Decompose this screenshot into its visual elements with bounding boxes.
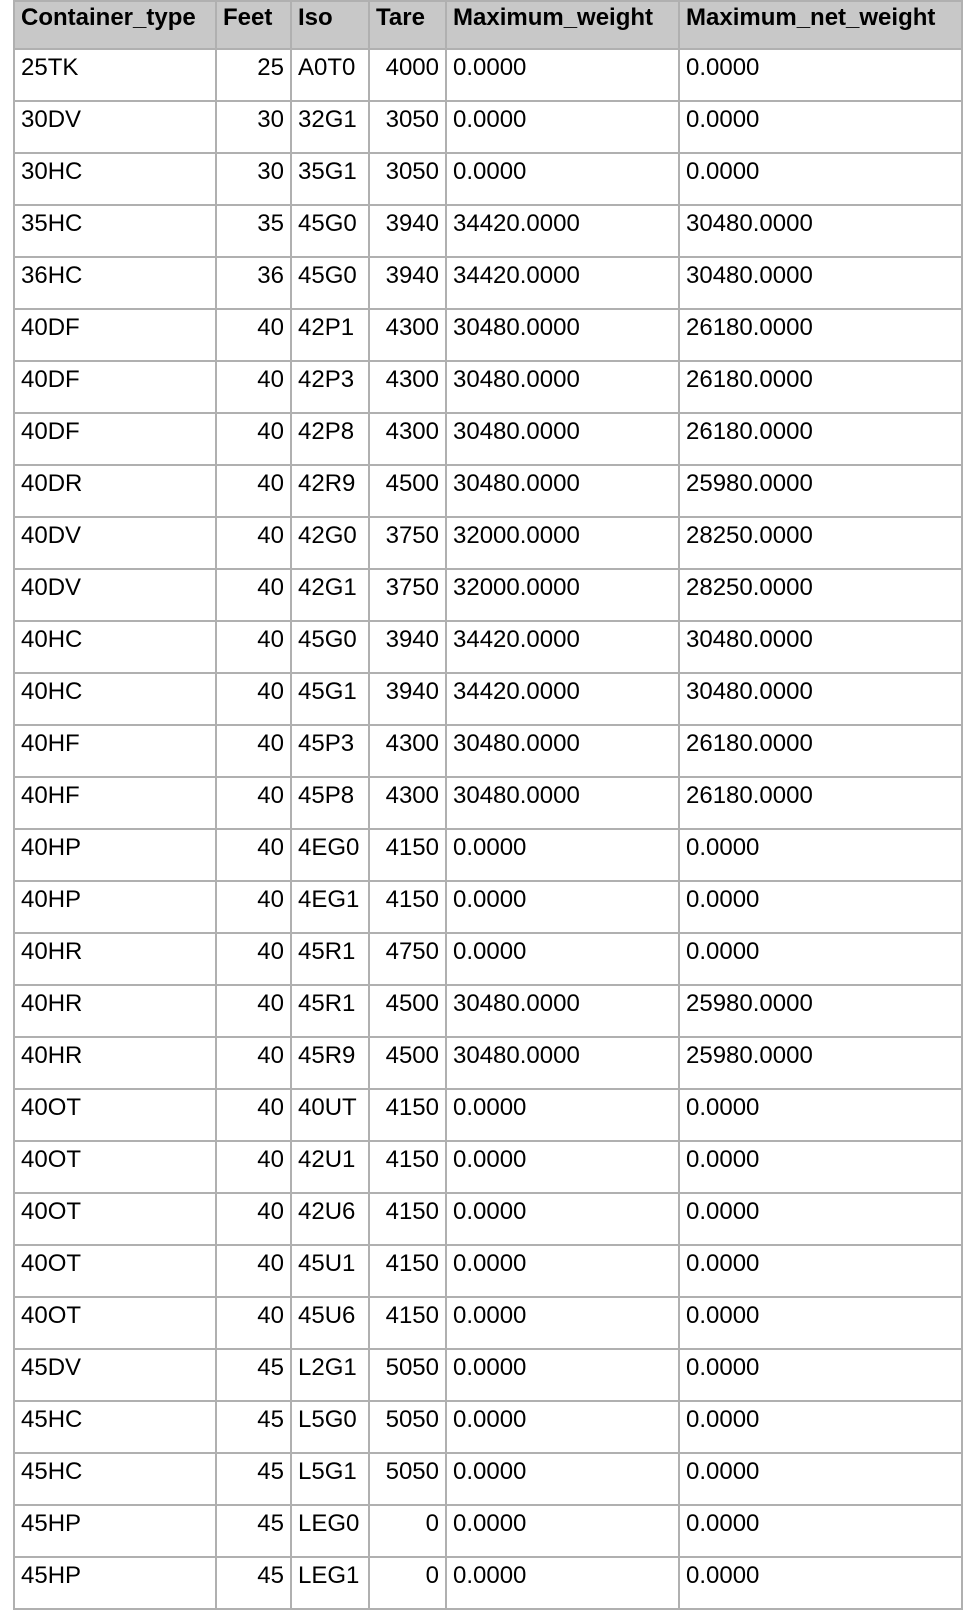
tare-cell: 4300	[369, 413, 446, 465]
feet-cell: 30	[216, 153, 291, 205]
container-type-cell: 40OT	[14, 1141, 216, 1193]
column-header-feet: Feet	[216, 1, 291, 49]
table-row	[14, 1245, 962, 1297]
table-row	[14, 1193, 962, 1245]
tare-cell: 3940	[369, 257, 446, 309]
maximum-net-weight-cell: 0.0000	[679, 829, 962, 881]
feet-cell: 40	[216, 517, 291, 569]
tare-cell: 0	[369, 1557, 446, 1609]
maximum-weight-cell: 32000.0000	[446, 517, 679, 569]
maximum-weight-cell: 0.0000	[446, 1505, 679, 1557]
maximum-weight-cell: 0.0000	[446, 1089, 679, 1141]
feet-cell: 45	[216, 1557, 291, 1609]
maximum-weight-cell: 30480.0000	[446, 413, 679, 465]
column-header-iso: Iso	[291, 1, 369, 49]
iso-cell: 42G1	[291, 569, 369, 621]
table-row	[14, 257, 962, 309]
maximum-weight-cell: 34420.0000	[446, 673, 679, 725]
tare-cell: 4300	[369, 361, 446, 413]
iso-cell: 45U6	[291, 1297, 369, 1349]
maximum-net-weight-cell: 25980.0000	[679, 985, 962, 1037]
tare-cell: 4750	[369, 933, 446, 985]
maximum-net-weight-cell: 0.0000	[679, 933, 962, 985]
iso-cell: L2G1	[291, 1349, 369, 1401]
container-type-cell: 40DR	[14, 465, 216, 517]
maximum-net-weight-cell: 0.0000	[679, 1349, 962, 1401]
table-row	[14, 205, 962, 257]
table-row	[14, 569, 962, 621]
feet-cell: 40	[216, 725, 291, 777]
feet-cell: 40	[216, 985, 291, 1037]
feet-cell: 40	[216, 1297, 291, 1349]
maximum-weight-cell: 0.0000	[446, 49, 679, 101]
table-row	[14, 933, 962, 985]
container-type-cell: 45DV	[14, 1349, 216, 1401]
iso-cell: 45G1	[291, 673, 369, 725]
container-type-cell: 40DF	[14, 309, 216, 361]
maximum-net-weight-cell: 0.0000	[679, 1089, 962, 1141]
iso-cell: 35G1	[291, 153, 369, 205]
iso-cell: 42P1	[291, 309, 369, 361]
feet-cell: 40	[216, 1245, 291, 1297]
iso-cell: 42U1	[291, 1141, 369, 1193]
tare-cell: 3940	[369, 673, 446, 725]
maximum-weight-cell: 0.0000	[446, 1297, 679, 1349]
table-row	[14, 985, 962, 1037]
container-type-cell: 45HP	[14, 1505, 216, 1557]
iso-cell: 4EG1	[291, 881, 369, 933]
iso-cell: LEG0	[291, 1505, 369, 1557]
column-header-tare: Tare	[369, 1, 446, 49]
feet-cell: 25	[216, 49, 291, 101]
iso-cell: 42G0	[291, 517, 369, 569]
maximum-net-weight-cell: 25980.0000	[679, 1037, 962, 1089]
container-type-cell: 40DV	[14, 517, 216, 569]
maximum-weight-cell: 0.0000	[446, 153, 679, 205]
tare-cell: 3050	[369, 101, 446, 153]
container-type-cell: 35HC	[14, 205, 216, 257]
table-row	[14, 673, 962, 725]
container-type-cell: 40HR	[14, 1037, 216, 1089]
tare-cell: 5050	[369, 1401, 446, 1453]
feet-cell: 30	[216, 101, 291, 153]
feet-cell: 45	[216, 1453, 291, 1505]
container-type-cell: 45HC	[14, 1453, 216, 1505]
maximum-weight-cell: 0.0000	[446, 1401, 679, 1453]
container-type-cell: 40DF	[14, 361, 216, 413]
iso-cell: L5G0	[291, 1401, 369, 1453]
maximum-weight-cell: 30480.0000	[446, 985, 679, 1037]
maximum-net-weight-cell: 0.0000	[679, 153, 962, 205]
maximum-net-weight-cell: 0.0000	[679, 49, 962, 101]
maximum-weight-cell: 0.0000	[446, 1453, 679, 1505]
maximum-net-weight-cell: 0.0000	[679, 1297, 962, 1349]
feet-cell: 40	[216, 829, 291, 881]
tare-cell: 3050	[369, 153, 446, 205]
tare-cell: 3750	[369, 517, 446, 569]
feet-cell: 40	[216, 1141, 291, 1193]
tare-cell: 4300	[369, 309, 446, 361]
maximum-net-weight-cell: 26180.0000	[679, 725, 962, 777]
feet-cell: 35	[216, 205, 291, 257]
container-type-cell: 40DV	[14, 569, 216, 621]
feet-cell: 40	[216, 309, 291, 361]
tare-cell: 0	[369, 1505, 446, 1557]
iso-cell: 45R9	[291, 1037, 369, 1089]
feet-cell: 40	[216, 673, 291, 725]
iso-cell: 40UT	[291, 1089, 369, 1141]
table-row	[14, 621, 962, 673]
maximum-net-weight-cell: 0.0000	[679, 881, 962, 933]
container-type-cell: 40OT	[14, 1089, 216, 1141]
maximum-weight-cell: 0.0000	[446, 829, 679, 881]
maximum-weight-cell: 0.0000	[446, 1141, 679, 1193]
feet-cell: 40	[216, 1193, 291, 1245]
table-row	[14, 1297, 962, 1349]
maximum-net-weight-cell: 30480.0000	[679, 621, 962, 673]
iso-cell: 45R1	[291, 933, 369, 985]
iso-cell: 42U6	[291, 1193, 369, 1245]
maximum-net-weight-cell: 30480.0000	[679, 257, 962, 309]
table-row	[14, 153, 962, 205]
feet-cell: 36	[216, 257, 291, 309]
maximum-net-weight-cell: 0.0000	[679, 1557, 962, 1609]
tare-cell: 3940	[369, 205, 446, 257]
table-row	[14, 1349, 962, 1401]
maximum-net-weight-cell: 0.0000	[679, 1245, 962, 1297]
tare-cell: 4300	[369, 777, 446, 829]
tare-cell: 4500	[369, 1037, 446, 1089]
iso-cell: 45U1	[291, 1245, 369, 1297]
tare-cell: 3940	[369, 621, 446, 673]
maximum-net-weight-cell: 28250.0000	[679, 517, 962, 569]
tare-cell: 4300	[369, 725, 446, 777]
table-row	[14, 465, 962, 517]
table-row	[14, 1505, 962, 1557]
maximum-net-weight-cell: 26180.0000	[679, 777, 962, 829]
feet-cell: 40	[216, 413, 291, 465]
table-row	[14, 101, 962, 153]
maximum-net-weight-cell: 0.0000	[679, 101, 962, 153]
maximum-net-weight-cell: 26180.0000	[679, 413, 962, 465]
table-row	[14, 1557, 962, 1609]
maximum-weight-cell: 34420.0000	[446, 621, 679, 673]
maximum-net-weight-cell: 30480.0000	[679, 673, 962, 725]
feet-cell: 45	[216, 1349, 291, 1401]
container-type-cell: 40HR	[14, 933, 216, 985]
feet-cell: 40	[216, 569, 291, 621]
tare-cell: 4150	[369, 1089, 446, 1141]
table-row	[14, 1141, 962, 1193]
tare-cell: 5050	[369, 1349, 446, 1401]
maximum-weight-cell: 30480.0000	[446, 725, 679, 777]
container-type-cell: 40HF	[14, 777, 216, 829]
feet-cell: 40	[216, 933, 291, 985]
maximum-weight-cell: 30480.0000	[446, 1037, 679, 1089]
feet-cell: 40	[216, 465, 291, 517]
container-type-cell: 25TK	[14, 49, 216, 101]
maximum-net-weight-cell: 0.0000	[679, 1141, 962, 1193]
iso-cell: 42P8	[291, 413, 369, 465]
header-row	[14, 1, 962, 49]
container-type-cell: 40HF	[14, 725, 216, 777]
table-row	[14, 1401, 962, 1453]
table-row	[14, 1089, 962, 1141]
table-row	[14, 829, 962, 881]
maximum-weight-cell: 0.0000	[446, 933, 679, 985]
table-row	[14, 361, 962, 413]
tare-cell: 4150	[369, 1141, 446, 1193]
maximum-net-weight-cell: 0.0000	[679, 1453, 962, 1505]
feet-cell: 40	[216, 621, 291, 673]
column-header-container-type: Container_type	[14, 1, 216, 49]
tare-cell: 5050	[369, 1453, 446, 1505]
container-type-cell: 40OT	[14, 1297, 216, 1349]
feet-cell: 40	[216, 777, 291, 829]
column-header-maximum-weight: Maximum_weight	[446, 1, 679, 49]
maximum-weight-cell: 30480.0000	[446, 465, 679, 517]
table-body	[14, 49, 962, 1609]
maximum-net-weight-cell: 0.0000	[679, 1401, 962, 1453]
container-type-cell: 45HP	[14, 1557, 216, 1609]
container-type-cell: 45HC	[14, 1401, 216, 1453]
maximum-net-weight-cell: 28250.0000	[679, 569, 962, 621]
iso-cell: 45P8	[291, 777, 369, 829]
maximum-weight-cell: 30480.0000	[446, 361, 679, 413]
container-type-cell: 40OT	[14, 1245, 216, 1297]
maximum-net-weight-cell: 26180.0000	[679, 361, 962, 413]
container-type-cell: 40HR	[14, 985, 216, 1037]
tare-cell: 4150	[369, 829, 446, 881]
table-row	[14, 309, 962, 361]
container-type-cell: 40HP	[14, 881, 216, 933]
table-row	[14, 49, 962, 101]
maximum-weight-cell: 34420.0000	[446, 205, 679, 257]
maximum-net-weight-cell: 25980.0000	[679, 465, 962, 517]
iso-cell: 45G0	[291, 205, 369, 257]
maximum-weight-cell: 0.0000	[446, 101, 679, 153]
maximum-net-weight-cell: 0.0000	[679, 1193, 962, 1245]
maximum-net-weight-cell: 0.0000	[679, 1505, 962, 1557]
tare-cell: 4150	[369, 1245, 446, 1297]
maximum-weight-cell: 0.0000	[446, 881, 679, 933]
container-type-cell: 40HC	[14, 673, 216, 725]
container-type-cell: 40DF	[14, 413, 216, 465]
maximum-weight-cell: 0.0000	[446, 1349, 679, 1401]
iso-cell: L5G1	[291, 1453, 369, 1505]
iso-cell: 45G0	[291, 257, 369, 309]
feet-cell: 40	[216, 1037, 291, 1089]
feet-cell: 40	[216, 361, 291, 413]
container-type-cell: 40OT	[14, 1193, 216, 1245]
container-type-cell: 30HC	[14, 153, 216, 205]
container-type-cell: 40HC	[14, 621, 216, 673]
tare-cell: 4000	[369, 49, 446, 101]
iso-cell: 4EG0	[291, 829, 369, 881]
tare-cell: 4500	[369, 985, 446, 1037]
table-row	[14, 777, 962, 829]
iso-cell: 42R9	[291, 465, 369, 517]
iso-cell: 45R1	[291, 985, 369, 1037]
iso-cell: 45P3	[291, 725, 369, 777]
iso-cell: 32G1	[291, 101, 369, 153]
table-row	[14, 725, 962, 777]
table-row	[14, 413, 962, 465]
maximum-net-weight-cell: 30480.0000	[679, 205, 962, 257]
maximum-net-weight-cell: 26180.0000	[679, 309, 962, 361]
maximum-weight-cell: 0.0000	[446, 1193, 679, 1245]
feet-cell: 40	[216, 1089, 291, 1141]
container-type-cell: 30DV	[14, 101, 216, 153]
table-row	[14, 1453, 962, 1505]
container-type-cell: 36HC	[14, 257, 216, 309]
table-row	[14, 517, 962, 569]
tare-cell: 4150	[369, 1297, 446, 1349]
tare-cell: 4500	[369, 465, 446, 517]
table-row	[14, 1037, 962, 1089]
table-row	[14, 881, 962, 933]
maximum-weight-cell: 34420.0000	[446, 257, 679, 309]
maximum-weight-cell: 0.0000	[446, 1557, 679, 1609]
container-type-cell: 40HP	[14, 829, 216, 881]
iso-cell: 45G0	[291, 621, 369, 673]
tare-cell: 3750	[369, 569, 446, 621]
maximum-weight-cell: 32000.0000	[446, 569, 679, 621]
iso-cell: 42P3	[291, 361, 369, 413]
column-header-maximum-net-weight: Maximum_net_weight	[679, 1, 962, 49]
feet-cell: 45	[216, 1505, 291, 1557]
container-types-table	[13, 0, 963, 1610]
maximum-weight-cell: 0.0000	[446, 1245, 679, 1297]
feet-cell: 40	[216, 881, 291, 933]
iso-cell: LEG1	[291, 1557, 369, 1609]
iso-cell: A0T0	[291, 49, 369, 101]
feet-cell: 45	[216, 1401, 291, 1453]
tare-cell: 4150	[369, 881, 446, 933]
maximum-weight-cell: 30480.0000	[446, 309, 679, 361]
maximum-weight-cell: 30480.0000	[446, 777, 679, 829]
tare-cell: 4150	[369, 1193, 446, 1245]
